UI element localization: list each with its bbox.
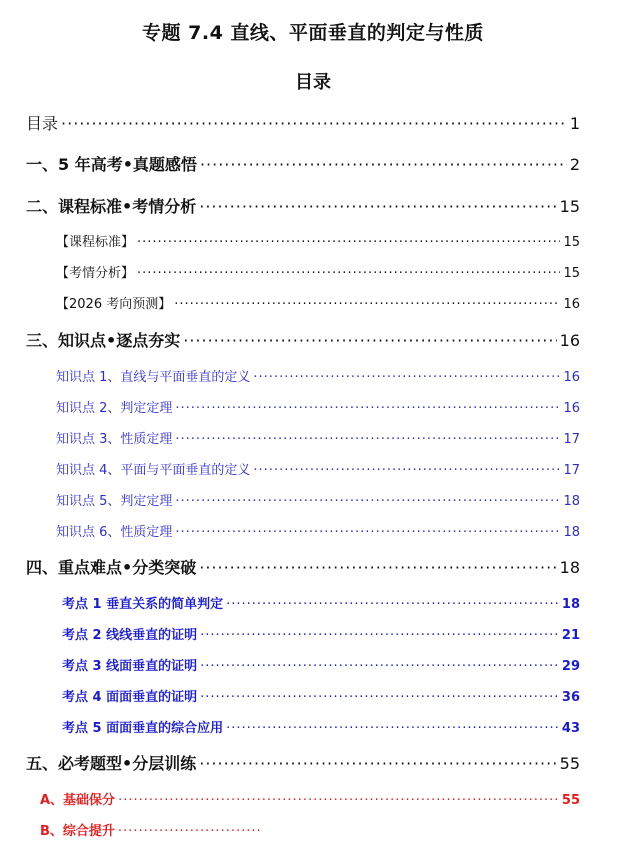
toc-leader-dots	[200, 155, 567, 174]
toc-entry-page: 16	[563, 401, 580, 416]
toc-entry-page: 15	[559, 197, 580, 216]
toc-leader-dots	[200, 628, 559, 643]
toc-entry-label: 二、课程标准•考情分析	[26, 197, 197, 216]
toc-entry-label: 考点 5 面面垂直的综合应用	[62, 721, 224, 736]
toc-entry-page: 43	[561, 721, 580, 736]
toc-entry-page: 2	[569, 155, 580, 174]
toc-entry-exam-point-3[interactable]	[62, 655, 580, 674]
toc-leader-dots	[118, 824, 261, 839]
toc-entry-exam-point-5[interactable]	[62, 717, 580, 736]
toc-leader-dots	[183, 331, 556, 350]
toc-entry-section-4[interactable]	[26, 555, 580, 578]
toc-leader-dots	[199, 197, 556, 216]
toc-leader-dots	[253, 463, 560, 478]
toc-entry-label: 【考情分析】	[56, 266, 135, 281]
toc-entry-page: 18	[563, 494, 580, 509]
toc-entry-forecast[interactable]	[56, 293, 580, 312]
toc-leader-dots	[253, 370, 560, 385]
toc-entry-label: 知识点 5、判定定理	[56, 494, 173, 509]
toc-entry-exam-analysis[interactable]	[56, 262, 580, 281]
toc-entry-exam-point-4[interactable]	[62, 686, 580, 705]
toc-entry-label: 知识点 6、性质定理	[56, 525, 173, 540]
toc-entry-page: 15	[563, 235, 580, 250]
toc-leader-dots	[174, 297, 560, 312]
toc-entry-page: 36	[561, 690, 580, 705]
toc-leader-dots	[199, 754, 556, 773]
toc-entry-label: 目录	[26, 114, 59, 133]
document-title: 专题 7.4 直线、平面垂直的判定与性质	[142, 22, 484, 44]
toc-entry-page: 1	[569, 114, 580, 133]
toc-heading: 目录	[295, 72, 331, 93]
toc-entry-knowledge-1[interactable]	[56, 366, 580, 385]
toc-entry-label: 考点 3 线面垂直的证明	[62, 659, 198, 674]
toc-leader-dots	[175, 401, 560, 416]
toc-entry-page: 17	[563, 463, 580, 478]
toc-entry-label: 一、5 年高考•真题感悟	[26, 155, 197, 174]
toc-leader-dots	[226, 721, 559, 736]
toc-entry-page: 15	[563, 266, 580, 281]
toc-entry-exam-point-1[interactable]	[62, 593, 580, 612]
toc-entry-page: 18	[561, 597, 580, 612]
toc-entry-page: 55	[561, 793, 580, 808]
toc-entry-label: 考点 2 线线垂直的证明	[62, 628, 198, 643]
toc-entry-contents[interactable]	[26, 111, 580, 134]
toc-entry-label: 知识点 4、平面与平面垂直的定义	[56, 463, 251, 478]
toc-leader-dots	[199, 558, 556, 577]
toc-entry-label: 五、必考题型•分层训练	[26, 754, 197, 773]
toc-leader-dots	[137, 266, 560, 281]
toc-leader-dots	[175, 494, 560, 509]
toc-entry-page: 17	[563, 432, 580, 447]
toc-entry-label: B、综合提升	[40, 824, 115, 839]
toc-entry-section-2[interactable]	[26, 194, 580, 217]
toc-entry-page: 21	[561, 628, 580, 643]
toc-leader-dots	[137, 235, 560, 250]
toc-entry-page: 16	[563, 297, 580, 312]
toc-leader-dots	[118, 793, 559, 808]
toc-entry-knowledge-4[interactable]	[56, 459, 580, 478]
toc-entry-label: 三、知识点•逐点夯实	[26, 331, 181, 350]
toc-leader-dots	[200, 659, 559, 674]
toc-entry-label: 知识点 1、直线与平面垂直的定义	[56, 370, 251, 385]
toc-leader-dots	[226, 597, 559, 612]
toc-entry-section-3[interactable]	[26, 328, 580, 351]
toc-entry-label: 【2026 考向预测】	[56, 297, 172, 312]
toc-entry-label: A、基础保分	[40, 793, 116, 808]
toc-entry-course-standard[interactable]	[56, 231, 580, 250]
toc-entry-page: 55	[559, 754, 580, 773]
toc-entry-page: 16	[563, 370, 580, 385]
toc-entry-section-5[interactable]	[26, 751, 580, 774]
toc-entry-knowledge-2[interactable]	[56, 397, 580, 416]
toc-entry-label: 知识点 3、性质定理	[56, 432, 173, 447]
toc-entry-page: 18	[563, 525, 580, 540]
toc-entry-page: 29	[561, 659, 580, 674]
toc-leader-dots	[61, 114, 567, 133]
toc-entry-advanced[interactable]	[40, 820, 264, 839]
toc-entry-exam-point-2[interactable]	[62, 624, 580, 643]
toc-entry-knowledge-3[interactable]	[56, 428, 580, 447]
toc-entry-knowledge-5[interactable]	[56, 490, 580, 509]
toc-entry-page: 16	[559, 331, 580, 350]
toc-entry-label: 知识点 2、判定定理	[56, 401, 173, 416]
toc-entry-section-1[interactable]	[26, 152, 580, 175]
toc-leader-dots	[175, 432, 560, 447]
toc-entry-label: 考点 1 垂直关系的简单判定	[62, 597, 224, 612]
toc-leader-dots	[175, 525, 560, 540]
toc-entry-label: 考点 4 面面垂直的证明	[62, 690, 198, 705]
toc-entry-knowledge-6[interactable]	[56, 521, 580, 540]
toc-entry-page: 18	[559, 558, 580, 577]
toc-entry-basic[interactable]	[40, 789, 580, 808]
toc-entry-label: 四、重点难点•分类突破	[26, 558, 197, 577]
toc-entry-label: 【课程标准】	[56, 235, 135, 250]
toc-leader-dots	[200, 690, 559, 705]
